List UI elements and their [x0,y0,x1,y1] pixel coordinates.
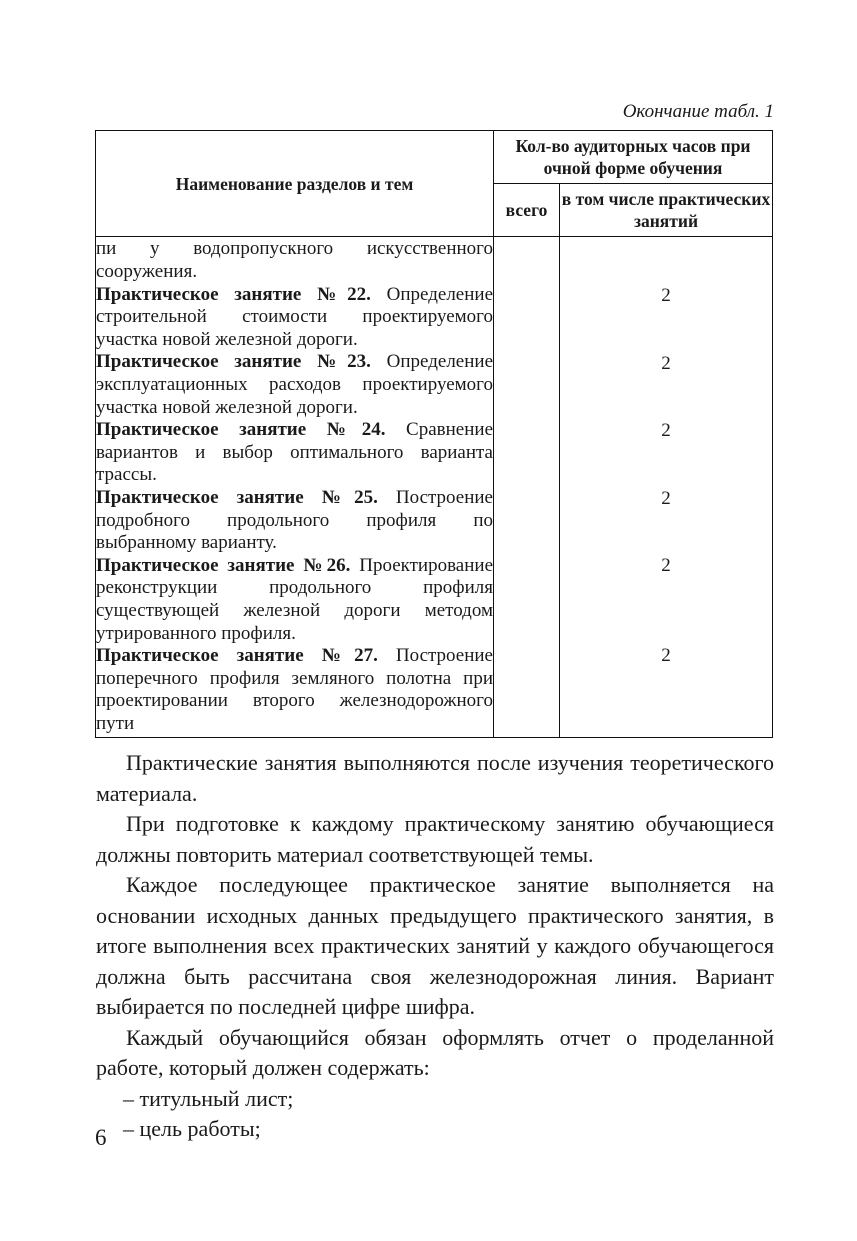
topic-entry [96,351,493,419]
topic-text: Построение подробного продольного профиля по выбранному варианту. [96,487,493,554]
topic-title: Практическое занятие №27. [96,645,378,667]
practice-hours-value: 2 [661,353,671,374]
list-item: – цель работы; [123,1116,261,1141]
topic-entry [96,284,493,352]
topic-entry [96,419,493,487]
practice-hours-value: 2 [661,555,671,576]
topic-title: Практическое занятие №23. [96,351,371,373]
table-body-row [96,237,773,738]
header-name: Наименование разделов и тем [96,131,494,237]
topic-title: Практическое занятие №22. [96,283,371,305]
header-practice: в том числе практических занятий [560,184,773,237]
paragraph: Каждый обучающийся обязан оформлять отчет о проделанной работе, который должен содержать: [96,1024,774,1080]
paragraph: При подготовке к каждому практическому занятию обучающиеся должны повторить материал соответствующей темы. [96,811,774,867]
practice-hours-cell [560,237,773,738]
continuation-text: пи у водопропускного искусственного сооружения. [96,238,493,283]
topic-title: Практическое занятие №25. [96,487,378,508]
header-hours-group: Кол-во аудиторных часов при очной форме обучения [494,131,773,184]
topic-text: Проектирование реконструкции продольного профиля существующей железной дороги методом утрированного профиля. [96,554,494,644]
paragraph: Каждое последующее практическое занятие выполняется на основании исходных данных предыдущего практического занятия, в итоге выполнения всех практических занятий у каждого обучающегося должна быть рассчитана своя железнодорожная линия. Вариант выбирается по последней цифре шифра. [96,872,774,1019]
list-item: – титульный лист; [123,1085,294,1111]
page-number: 6 [95,1125,107,1150]
topic-title: Практическое занятие №26. [96,554,351,576]
topics-cell [96,237,494,738]
topic-text: Построение поперечного профиля земляного полотна при проектировании второго железнодорожного пути [96,645,493,734]
practice-hours-value: 2 [661,488,671,509]
body-text [96,748,774,1145]
table-caption: Окончание табл. 1 [622,101,774,122]
topic-text: Определение строительной стоимости проектируемого участка новой железной дороги. [96,283,493,350]
total-hours-cell [494,237,560,738]
topic-text: Определение эксплуатационных расходов проектируемого участка новой железной дороги. [96,351,493,418]
practice-hours-value: 2 [661,420,671,441]
header-total: всего [494,184,560,237]
paragraph: Практические занятия выполняются после изучения теоретического материала. [96,750,774,806]
practice-hours-value: 2 [661,645,671,666]
hours-table [95,130,773,738]
topic-entry [96,487,493,555]
topic-title: Практическое занятие №24. [96,419,386,441]
practice-hours-value: 2 [661,285,671,306]
topic-entry [96,555,493,645]
topic-entry [96,645,493,735]
topic-text: Сравнение вариантов и выбор оптимального варианта трассы. [96,419,494,486]
